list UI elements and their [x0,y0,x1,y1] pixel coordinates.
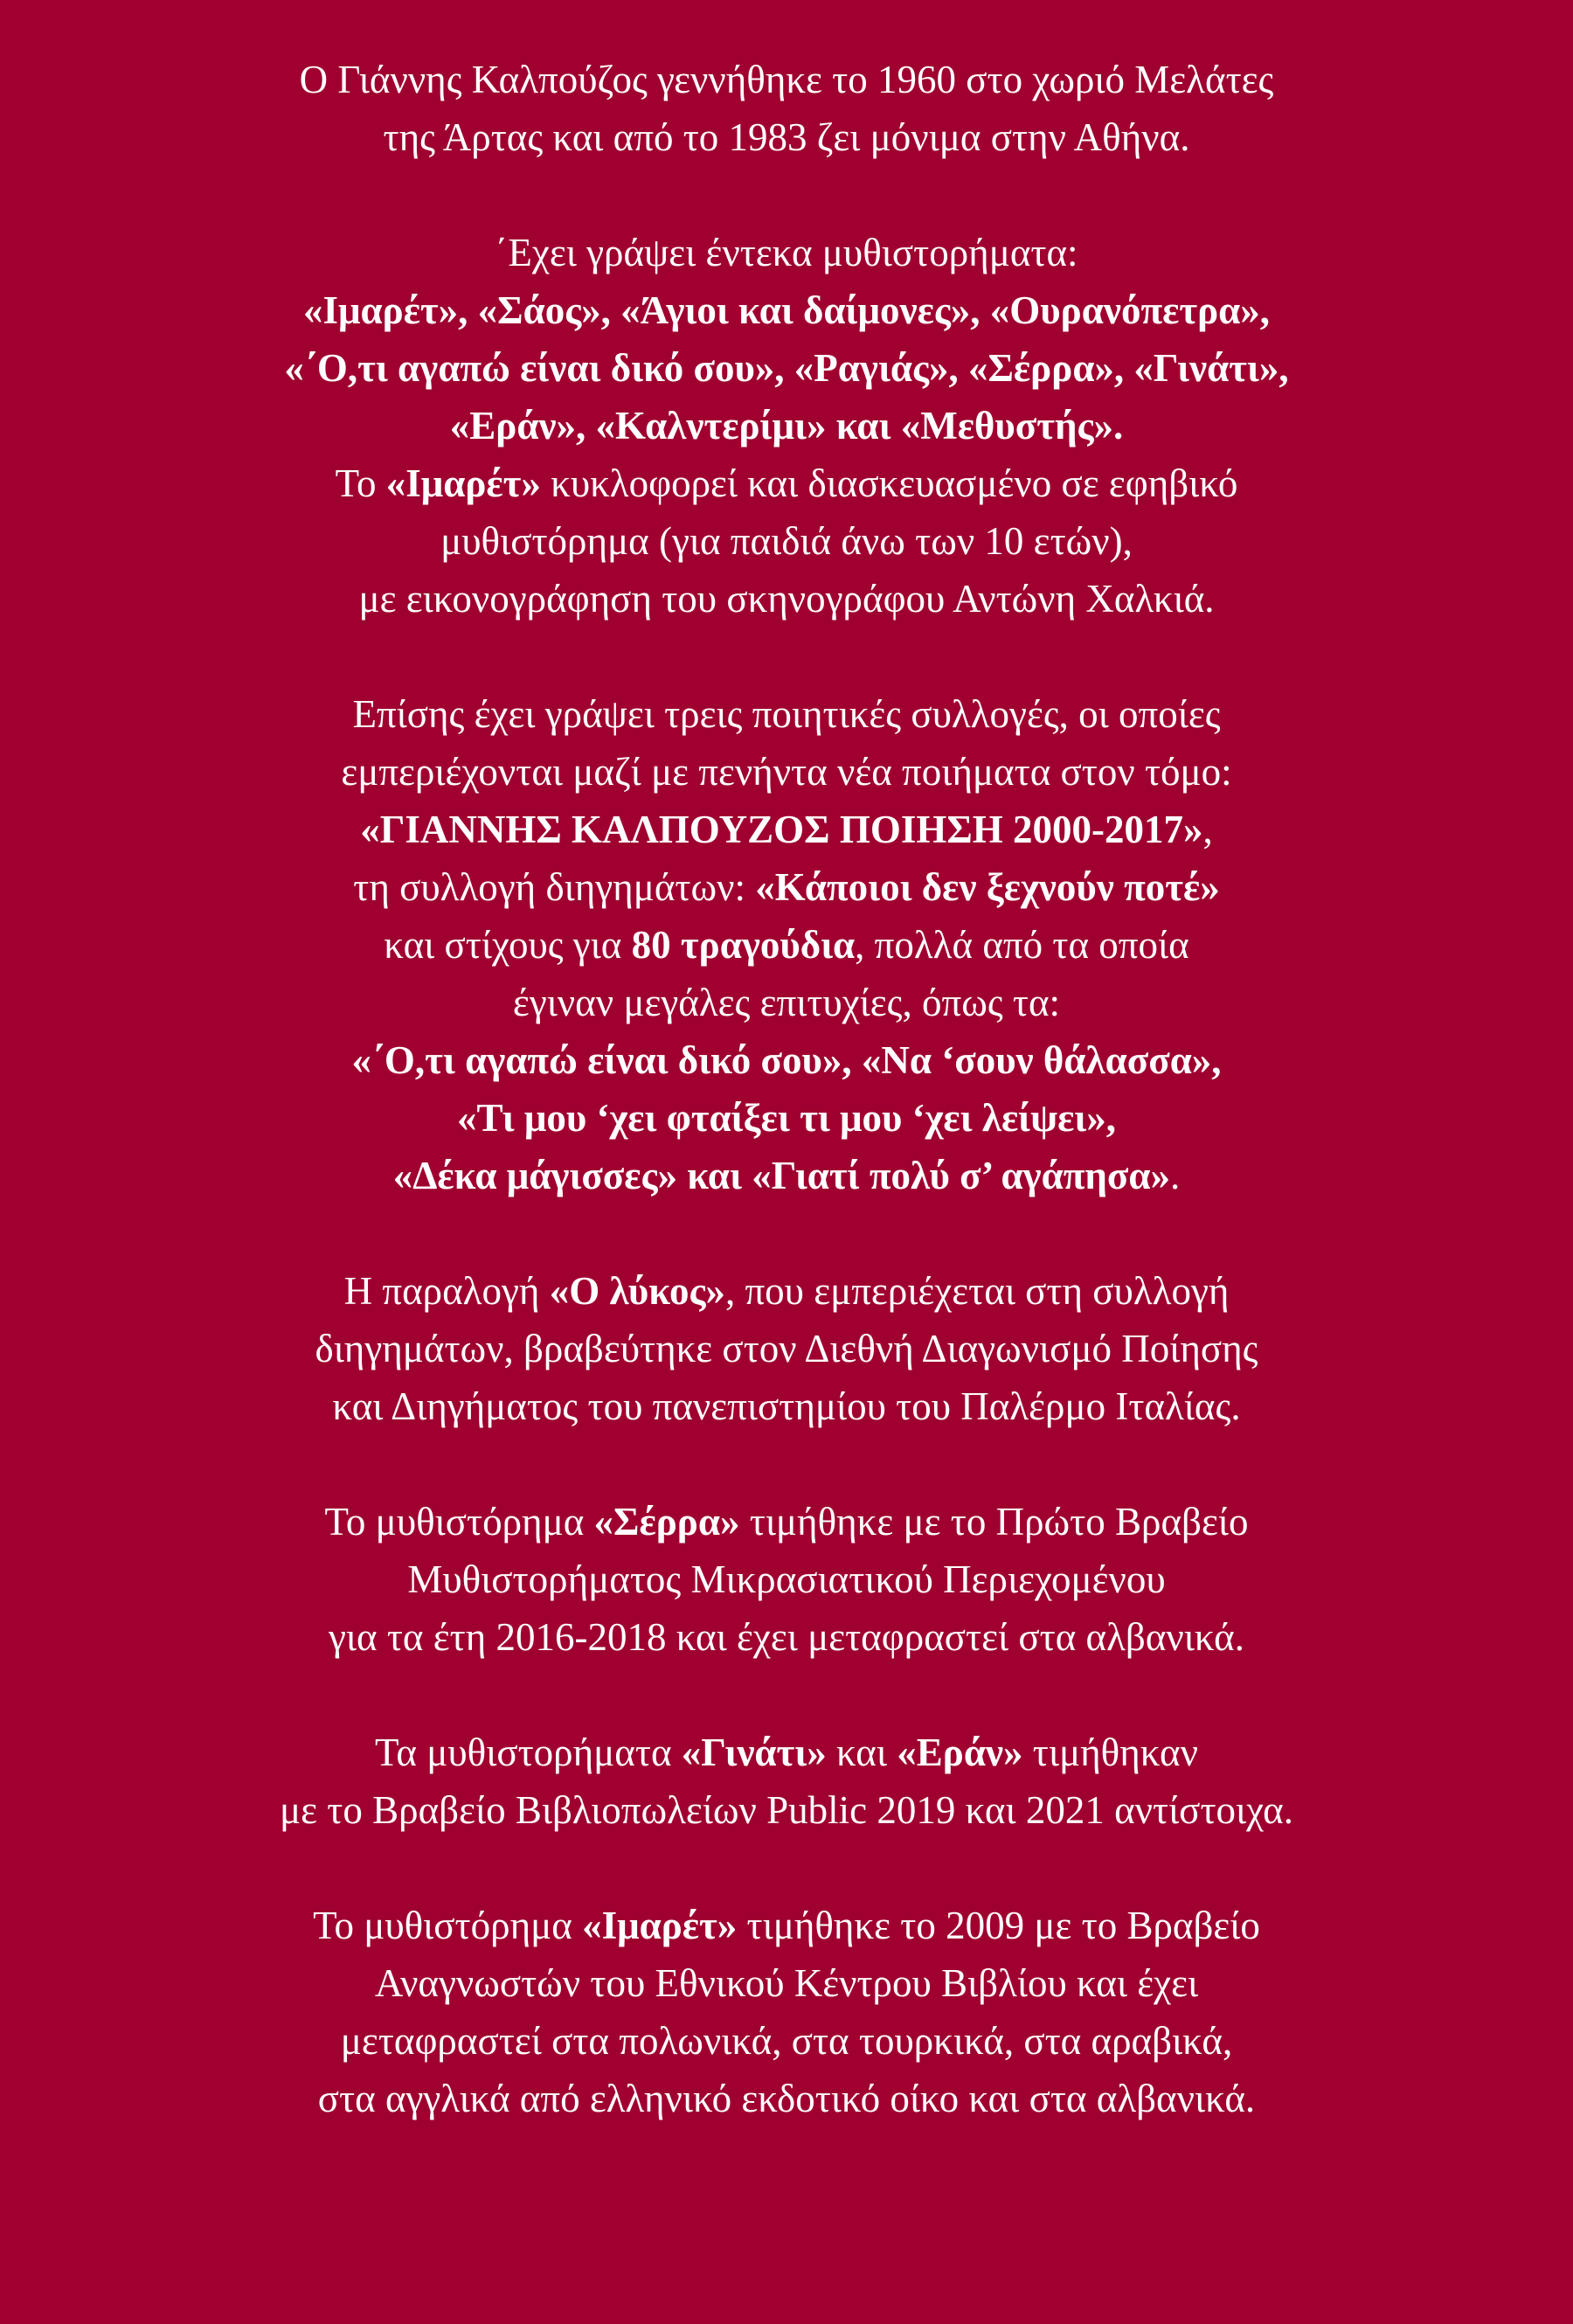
text: και [826,1731,897,1774]
text: μεταφραστεί στα πολωνικά, στα τουρκικά, στα αραβικά, [340,2019,1233,2063]
bio-line [0,1320,1573,1377]
text: μυθιστόρημα (για παιδιά άνω των 10 ετών), [440,519,1133,563]
text: Μυθιστορήματος Μικρασιατικού Περιεχομένου [407,1557,1166,1601]
bio-paragraph [0,224,1573,628]
bio-line [0,281,1573,339]
bio-line [0,570,1573,628]
bio-paragraph [0,1493,1573,1666]
text: Το [335,461,386,505]
bio-line [0,512,1573,570]
bold-text: «΄Ο,τι αγαπώ είναι δικό σου», «Να ‘σουν θάλασσα», [351,1038,1222,1082]
bold-text: «Σέρρα» [593,1500,740,1544]
text: τιμήθηκαν [1022,1731,1198,1774]
bio-line [0,108,1573,166]
bio-line [0,916,1573,974]
text: τη συλλογή διηγημάτων: [353,865,756,909]
bio-paragraph [0,685,1573,1204]
bio-line [0,51,1573,108]
bio-line [0,1781,1573,1839]
bold-text: «Ιμαρέτ», «Σάος», «Άγιοι και δαίμονες», «Ουρανόπετρα», [302,288,1271,332]
bio-line [0,1089,1573,1147]
text: για τα έτη 2016-2018 και έχει μεταφραστεί στα αλβανικά. [329,1615,1244,1659]
text: Αναγνωστών του Εθνικού Κέντρου Βιβλίου και έχει [374,1961,1199,2005]
text: εμπεριέχονται μαζί με πενήντα νέα ποιήματα στον τόμο: [341,750,1232,794]
bio-line [0,224,1573,281]
text: με το Βραβείο Βιβλιοπωλείων Public 2019 και 2021 αντίστοιχα. [280,1788,1293,1832]
bio-line [0,2070,1573,2127]
text: τιμήθηκε το 2009 με το Βραβείο [737,1904,1260,1947]
text: Το μυθιστόρημα [324,1500,594,1544]
bio-line [0,1724,1573,1781]
bio-line [0,339,1573,397]
bold-text: «Εράν», «Καλντερίμι» και «Μεθυστής». [449,404,1124,447]
text: , που εμπεριέχεται στη συλλογή [724,1269,1230,1313]
bio-paragraph [0,51,1573,166]
bold-text: «ΓΙΑΝΝΗΣ ΚΑΛΠΟΥΖΟΣ ΠΟΙΗΣΗ 2000-2017» [360,808,1203,851]
bio-paragraph [0,1262,1573,1435]
text: τιμήθηκε με το Πρώτο Βραβείο [739,1500,1249,1544]
text: έγιναν μεγάλες επιτυχίες, όπως τα: [512,981,1061,1024]
text: και Διηγήματος του πανεπιστημίου του Παλέρμο Ιταλίας. [332,1384,1241,1428]
text: με εικονογράφηση του σκηνογράφου Αντώνη Χαλκιά. [358,577,1215,621]
bio-line [0,397,1573,454]
text: διηγημάτων, βραβεύτηκε στον Διεθνή Διαγωνισμό Ποίησης [315,1327,1258,1370]
bio-line [0,685,1573,743]
text: , [1202,808,1213,851]
text: Επίσης έχει γράψει τρεις ποιητικές συλλογές, οι οποίες [352,692,1221,736]
text: της Άρτας και από το 1983 ζει μόνιμα στην Αθήνα. [383,115,1190,159]
text: Το μυθιστόρημα [313,1904,583,1947]
bio-line [0,1897,1573,1954]
text: ΄Εχει γράψει έντεκα μυθιστορήματα: [495,231,1078,274]
bio-line [0,858,1573,916]
bold-text: 80 τραγούδια [631,923,856,967]
bio-line [0,1262,1573,1320]
bio-line [0,454,1573,512]
bio-paragraph [0,1897,1573,2127]
bold-text: «Τι μου ‘χει φταίξει τι μου ‘χει λείψει», [456,1096,1117,1140]
bold-text: «Κάποιοι δεν ξεχνούν ποτέ» [755,865,1220,909]
text: κυκλοφορεί και διασκευασμένο σε εφηβικό [540,461,1238,505]
bold-text: «΄Ο,τι αγαπώ είναι δικό σου», «Ραγιάς», «Σέρρα», «Γινάτι», [284,346,1289,390]
bold-text: «Εράν» [897,1731,1023,1774]
text: Ο Γιάννης Καλπούζος γεννήθηκε το 1960 στο χωριό Μελάτες [299,58,1274,101]
bio-line [0,1147,1573,1204]
text: Η παραλογή [343,1269,550,1313]
bold-text: «Δέκα μάγισσες» και «Γιατί πολύ σ’ αγάπησα» [392,1154,1171,1197]
text: στα αγγλικά από ελληνικό εκδοτικό οίκο και στα αλβανικά. [317,2077,1256,2120]
text: και στίχους για [384,923,632,967]
bio-line [0,1377,1573,1435]
text: . [1170,1154,1181,1197]
text: , πολλά από τα οποία [855,923,1189,967]
bio-line [0,2012,1573,2070]
bio-line [0,1954,1573,2012]
bio-line [0,801,1573,858]
bio-line [0,974,1573,1031]
bold-text: «Ιμαρέτ» [385,461,541,505]
bio-line [0,1493,1573,1550]
bio-line [0,743,1573,801]
bio-paragraph [0,1724,1573,1839]
bold-text: «Γινάτι» [681,1731,827,1774]
bold-text: «Ιμαρέτ» [582,1904,738,1947]
bio-line [0,1031,1573,1089]
bold-text: «Ο λύκος» [549,1269,725,1313]
bio-line [0,1550,1573,1608]
bio-line [0,1608,1573,1666]
text: Τα μυθιστορήματα [375,1731,682,1774]
